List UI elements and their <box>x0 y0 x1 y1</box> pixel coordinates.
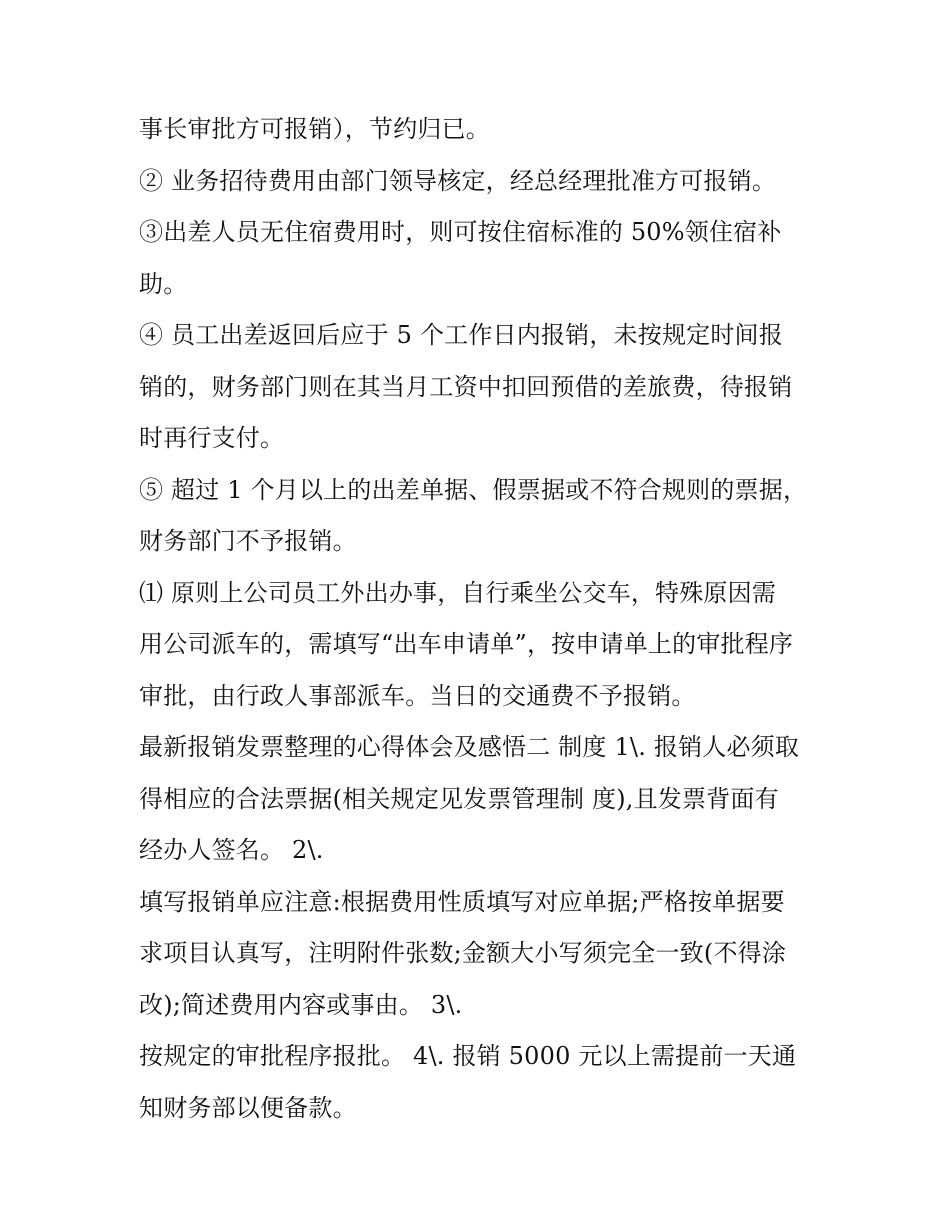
text-line: 财务部门不予报销。 <box>139 527 357 555</box>
text-line: 求项目认真写，注明附件张数;金额大小写须完全一致(不得涂 <box>139 939 787 967</box>
text-line: 时再行支付。 <box>139 424 285 452</box>
text-line: 审批，由行政人事部派车。当日的交通费不予报销。 <box>139 681 696 710</box>
text-line: 改);简述费用内容或事由。 3\. <box>139 990 463 1019</box>
text-line: 经办人签名。 2\. <box>139 836 324 864</box>
text-line: 用公司派车的，需填写“出车申请单”，按申请单上的审批程序 <box>139 630 794 658</box>
text-line: 最新报销发票整理的心得体会及感悟二 制度 1\. 报销人必须取 <box>139 733 800 761</box>
text-line: ⑴ 原则上公司员工外出办事，自行乘坐公交车，特殊原因需 <box>139 578 777 607</box>
document-text-block <box>139 104 829 1134</box>
text-line: 填写报销单应注意:根据费用性质填写对应单据;严格按单据要 <box>139 887 785 916</box>
text-line: 助。 <box>139 269 188 298</box>
text-line: 得相应的合法票据(相关规定见发票管理制 度),且发票背面有 <box>139 784 779 813</box>
text-line: 销的，财务部门则在其当月工资中扣回预借的差旅费，待报销 <box>139 372 793 401</box>
text-line: ② 业务招待费用由部门领导核定，经总经理批准方可报销。 <box>139 166 777 195</box>
text-line: 按规定的审批程序报批。 4\. 报销 5000 元以上需提前一天通 <box>139 1042 797 1070</box>
text-line: 事长审批方可报销），节约归已。 <box>139 115 490 143</box>
text-line: 知财务部以便备款。 <box>139 1093 357 1122</box>
text-line: ④ 员工出差返回后应于 5 个工作日内报销，未按规定时间报 <box>139 321 783 349</box>
text-line: ⑤ 超过 1 个月以上的出差单据、假票据或不符合规则的票据， <box>139 475 808 504</box>
text-line: ③出差人员无住宿费用时，则可按住宿标准的 50%领住宿补 <box>139 218 782 246</box>
